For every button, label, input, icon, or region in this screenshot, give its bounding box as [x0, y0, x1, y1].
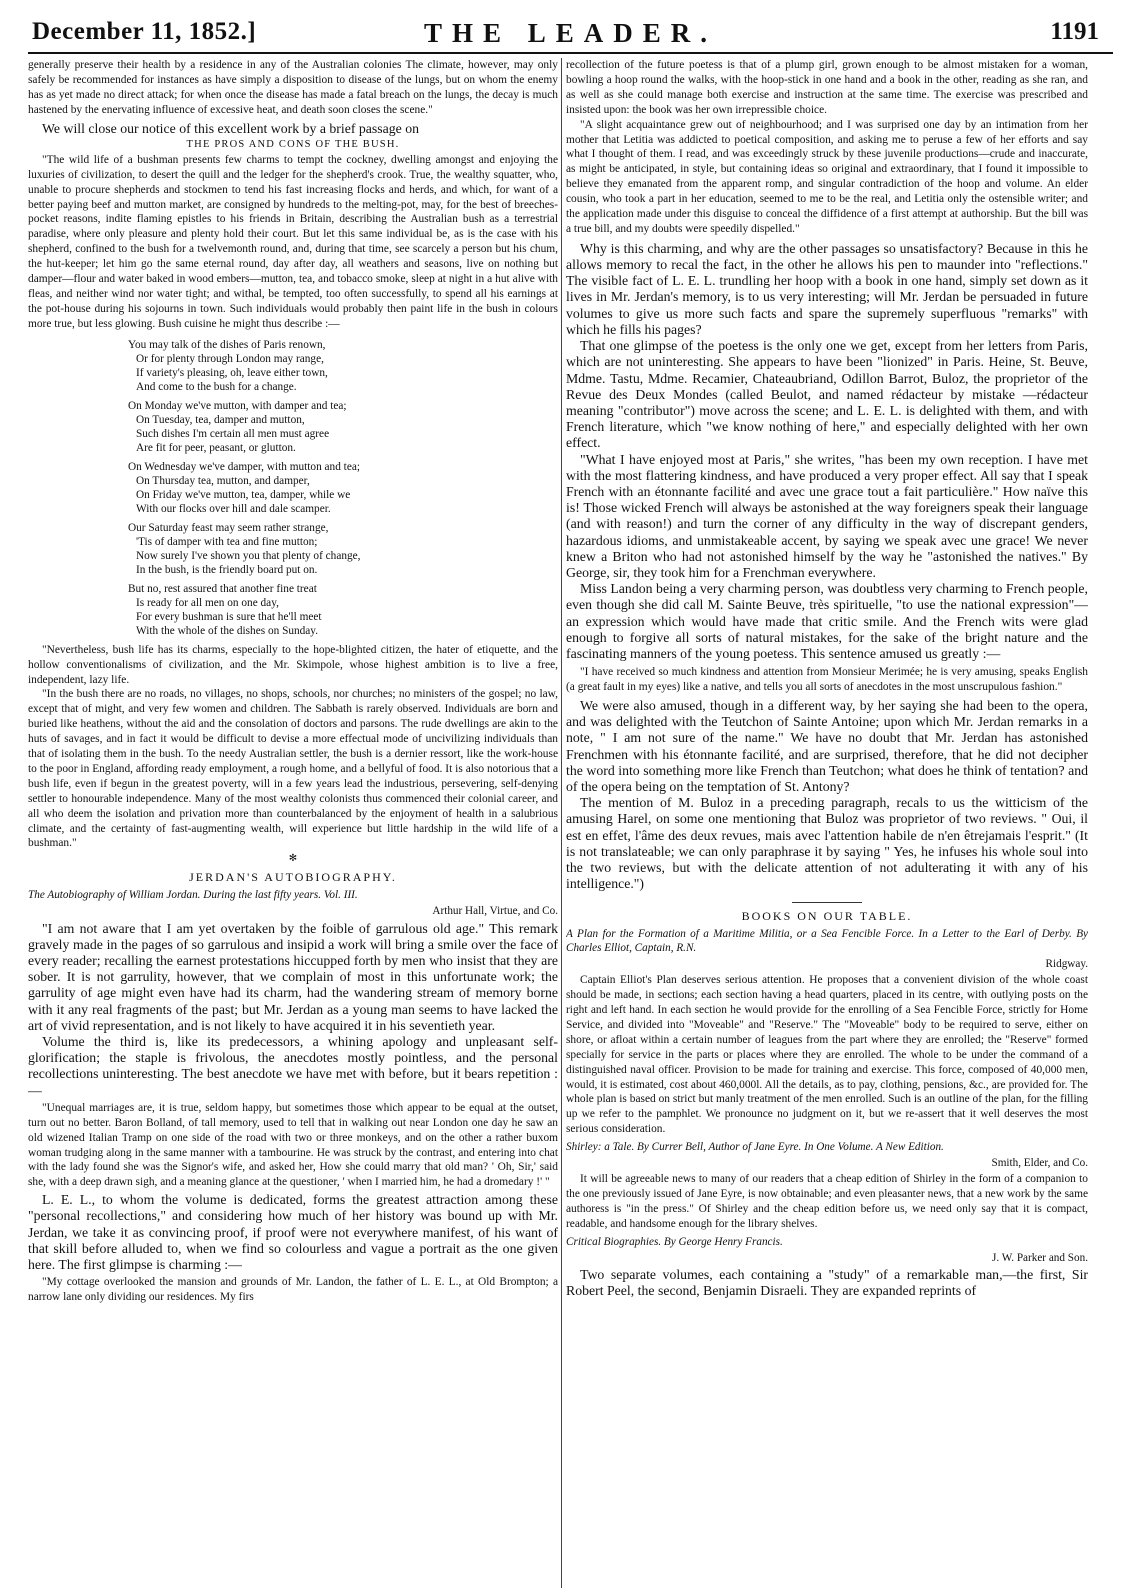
books-section-heading: BOOKS ON OUR TABLE. — [741, 909, 913, 924]
verse-stanza-3 — [128, 460, 558, 516]
verse-line: On Wednesday we've damper, with mutton and tea; — [128, 460, 360, 473]
jerdan-book-publisher: Arthur Hall, Virtue, and Co. — [432, 904, 558, 917]
verse-line: With our flocks over hill and dale scamper. — [136, 502, 331, 515]
right-para-8: We were also amused, though in a different way, by her saying she had been to the opera, and was delighted with the Teutchon of Sainte Antoine; upon which Mr. Jerdan remarks in a note, " I am not sure of the name." We have no doubt that Mr. Jerdan has astonished Frenchmen with his étonnante facilité, and are surprised, therefore, that he did not decipher the word into something more like French than Teutchon; what does he think of tentation? and of the opera being on the temptation of St. Antony? — [566, 697, 1088, 794]
verse-stanza-2 — [128, 399, 558, 455]
right-para-3: Why is this charming, and why are the other passages so unsatisfactory? Because in this he allows memory to recal the fact, in the other he allows his pen to maunder into "reflections." The visible fact of L. E. L. trundling her hoop with a book in one hand, simply set down as it lives in Mr. Jerdan's memory, is to us very interesting; will Mr. Jerdan be persuaded in future volumes to give us more such facts and spare the supremely superfluous "remarks" with which he fills his pages? — [566, 240, 1088, 337]
right-para-11: It will be agreeable news to many of our readers that a cheap edition of Shirley in the form of a companion to the one previously issued of Jane Eyre, is now obtainable; and even pleasanter news, that a new work by the same authoress is "in the press." Of Shirley and the cheap edition before us, we need only say that it is compact, readable, and handsome enough for the library shelves. — [566, 1173, 1088, 1231]
verse-line: If variety's pleasing, oh, leave either town, — [136, 366, 328, 379]
right-column — [566, 58, 1088, 1590]
verse-line: With the whole of the dishes on Sunday. — [136, 624, 319, 637]
verse-line: Are fit for peer, peasant, or glutton. — [136, 441, 296, 454]
book3-publisher: J. W. Parker and Son. — [991, 1251, 1088, 1264]
left-intro: We will close our notice of this excellent work by a brief passage on — [42, 120, 420, 136]
verse-line: 'Tis of damper with tea and fine mutton; — [136, 535, 318, 548]
verse-line: On Monday we've mutton, with damper and tea; — [128, 399, 347, 412]
book-title-text: A Plan for the Formation of a Maritime Militia, or a Sea Fencible Force. In a Letter to the Earl of Derby. By Charles Elliot, Captain, R.N. — [566, 928, 1088, 954]
verse-line: Is ready for all men on one day, — [136, 596, 279, 609]
left-para-3: "Nevertheless, bush life has its charms, especially to the hope-blighted citizen, the hater of etiquette, and the hollow conventionalisms of civilization, and the Mr. Skimpole, whose highest ambition is to live a free, independent, lazy life. — [28, 643, 558, 686]
left-column — [28, 58, 558, 1590]
verse-line: On Friday we've mutton, tea, damper, while we — [136, 488, 351, 501]
book-title-text: Critical Biographies. By George Henry Francis. — [566, 1235, 783, 1248]
page-number: 1191 — [1050, 18, 1099, 45]
left-para-9: "My cottage overlooked the mansion and grounds of Mr. Landon, the father of L. E. L., at Old Brompton; a narrow lane only dividing our residences. My firs — [28, 1276, 558, 1304]
left-para-2: "The wild life of a bushman presents few charms to tempt the cockney, dwelling amongst and enjoying the luxuries of civilization, to desert the quill and the ledger for the shepherd's crook. True, the wealthy squatter, who, unable to procure shepherds and stockmen to tend his fast increasing flocks and herds, and which, for want of a better paying beef and mutton market, are consigned by hundreds to the melting-pot, may, for the best of breeches-pocket reasons, indite flaming epistles to his friends in Britain, describing the Australian bush as a terrestrial paradise, where only pleasure and plenty hold their court. But let this same individual be, as is the case with his shepherd, confined to the bush for a twelvemonth round, and, during that time, see scarcely a person but his chum, the hut-keeper; let him go the same eternal round, day after day, all weathers and seasons, live on nothing but damper—flour and water baked in wood embers—mutton, tea, and tobacco smoke, sleep at night in a hut alive with fleas, and neither wind nor water tight; and withal, be tempted, too often successfully, to spend all his earnings at the pot-house during his sojourns in town. Such individuals would probably then paint life in the bush in colours more true, but less glowing. Bush cuisine he might thus describe :— — [28, 153, 558, 330]
verse-line: And come to the bush for a change. — [136, 380, 297, 393]
jerdan-book-title — [28, 889, 558, 903]
verse-line: You may talk of the dishes of Paris renown, — [128, 338, 326, 351]
book2-publisher: Smith, Elder, and Co. — [991, 1156, 1088, 1169]
verse-stanza-5 — [128, 582, 558, 638]
right-para-9: The mention of M. Buloz in a preceding paragraph, recals to us the witticism of the amusing Harel, on some one mentioning that Buloz was proprietor of two reviews. " Oui, il est en effet, l'âme des deux revues, mais avec l'attention habile de n'en êtrejamais l'esprit." (It is not translateable; we can only paraphrase it by saying " Yes, he infuses his whole soul into the two reviews, but with the delicate attention of not adulterating it with any of his intelligence.") — [566, 795, 1088, 892]
left-para-8: L. E. L., to whom the volume is dedicated, forms the greatest attraction among these "personal recollections," and considering how much of her history was bound up with Mr. Jerdan, we take it as convincing proof, if proof were not everywhere manifest, of his want of that skill before alluded to, when we find so colourless and vague a portrait as the one given here. The first glimpse is charming :— — [28, 1192, 558, 1273]
verse-line: Now surely I've shown you that plenty of change, — [136, 549, 361, 562]
right-para-5: "What I have enjoyed most at Paris," she writes, "has been my own reception. I have met with the most flattering kindness, and have produced a very proper effect. All say that I speak French with an étonnante facilité and avec une grace tout a fait particulière." How naïve this is! Those wicked French will always be astonished at the way foreigners speak their language (and with reason!) and turn the corner of any difficulty in the way of discrepant genders, hazardous idioms, and unmistakeable accent, by saying we speak avec une grace! We never knew a Briton who had not astonished himself by the way he "astonished the natives." By George, sir, they took him for a Frenchman everywhere. — [566, 451, 1088, 580]
column-divider — [561, 58, 562, 1588]
verse-line: Such dishes I'm certain all men must agree — [136, 427, 330, 440]
page-header — [28, 14, 1113, 48]
right-para-6: Miss Landon being a very charming person, was doubtless very charming to French people, even though she did call M. Sainte Beuve, très spirituelle, "to use the national expression"— an expression which would have made that critic smile. And the French wits were glad enough to forgive all sorts of natural mistakes, for the sake of the bright nature and the fascinating manners of the young poetess. This sentence amused us greatly :— — [566, 581, 1088, 661]
verse-line: Our Saturday feast may seem rather strange, — [128, 521, 329, 534]
verse-line: Or for plenty through London may range, — [136, 352, 324, 365]
left-para-6: Volume the third is, like its predecessors, a whining apology and unpleasant self-glorification; the staple is frivolous, the anecdotes mostly pointless, and the personal recollections uninteresting. The best anecdote we have met with before, but it bears repetition :— — [28, 1034, 558, 1098]
verse-line: On Thursday tea, mutton, and damper, — [136, 474, 310, 487]
pros-cons-subhead: THE PROS AND CONS OF THE BUSH. — [186, 138, 400, 150]
left-para-4: "In the bush there are no roads, no villages, no shops, schools, nor churches; no ministers of the gospel; no law, except that of might, and very few women and children. The Sabbath is rarely observed. Individuals are born and buried like heathens, without the aid and the consolation of doctors and parsons. The rude dwellings are akin to the huts of savages, and in fact it would be difficult to devise a more effectual mode of uncivilizing individuals than that of isolating them in the bush. To the needy Australian settler, the bush is a dernier ressort, like the work-house to the poor in England, affording ready employment, a rough home, and a bellyful of food. It is also notorious that a bush life, even if begun in the greatest poverty, will in a few years lead the industrious, persevering, self-denying settler to honourable independence. Many of the most wealthy colonists thus commenced their colonial career, and all who deem the isolation and privation more than counterbalanced by the enjoyment of health in a salubrious climate, and the certainty of fast-augmenting wealth, will experience but little hardship in the wild life of a bushman." — [28, 688, 558, 850]
left-para-7: "Unequal marriages are, it is true, seldom happy, but sometimes those which appear to be equal at the outset, turn out no better. Baron Bolland, of tall memory, used to tell that in walking out near London one day he saw an old wizened Italian Tramp on one side of the road with two or three monkeys, and on the other a rather buxom woman trudging along in the same manner with a tambourine. He was struck by the contrast, and entering into chat with the lady found she was the Signor's wife, and asked her, How she could marry that old man? ' Oh, Sir,' said she, with a deep drawn sigh, and a meaning glance at the questioner, ' when I married him, he had a dromedary !' " — [28, 1101, 558, 1189]
right-para-4: That one glimpse of the poetess is the only one we get, except from her letters from Paris, which are not uninteresting. She appears to have been "lionized" in Paris. Heine, St. Beuve, Mdme. Tastu, Mdme. Recamier, Chateaubriand, Odillon Barrot, Buloz, the proprietor of the Revue des Deux Mondes (called Beulot, and named rédacteur by mistake —rédacteur meaning "contributor") move across the scene; and L. E. L. is delighted with them, and with French literature, which "we know nothing of here," and especially delighted with her own effect. — [566, 338, 1088, 451]
verse-line: On Tuesday, tea, damper and mutton, — [136, 413, 305, 426]
right-para-1: recollection of the future poetess is that of a plump girl, grown enough to be almost mistaken for a woman, bowling a hoop round the walks, with the hoop-stick in one hand and a book in the other, reading as she ran, and as well as she could manage both exercise and instruction at the same time. The exercise was prescribed and insisted upon: the book was her own irrepressible choice. — [566, 59, 1088, 116]
right-para-2: "A slight acquaintance grew out of neighbourhood; and I was surprised one day by an intimation from her mother that Letitia was addicted to poetical composition, and asking me to peruse a few of her efforts and say what I thought of them. I read, and was exceedingly struck by these juvenile productions—crude and inaccurate, as might be anticipated, in style, but containing ideas so original and extraordinary, that I found it impossible to believe they emanated from the apparent romp, and singular contradiction of the hoop and volume. An elder cousin, who took a part in her education, seemed to me to be the real, and Letitia only the ostensible writer; and the application made under this disguise to conceal the diffidence of a first attempt at authorship. But the bill was a true bill, and my doubts were speedily dispelled." — [566, 118, 1088, 235]
book1-publisher: Ridgway. — [1045, 957, 1088, 970]
jerdan-section-heading: JERDAN'S AUTOBIOGRAPHY. — [189, 870, 397, 885]
book2-title — [566, 1141, 1088, 1155]
bush-verse — [28, 338, 558, 638]
book-title-text: The Autobiography of William Jordan. During the last fifty years. Vol. III. — [28, 889, 358, 902]
right-para-12: Two separate volumes, each containing a "study" of a remarkable man,—the first, Sir Robert Peel, the second, Benjamin Disraeli. They are expanded reprints of — [566, 1267, 1088, 1299]
left-para-5: "I am not aware that I am yet overtaken by the foible of garrulous old age." This remark gravely made in the pages of so garrulous and insipid a work will bring a smile over the face of every reader; recalling the earnest protestations hiccupped forth by men who insist that they are sober. It is not garrulity, however, that we complain of most in this unfortunate work; the garrulity of age might even have had its charm, had the wandering stream of memory borne with it any real fragments of the past; but Mr. Jerdan as a young man seems to have lacked the art of vivid representation, and is not likely to have acquired it in his seventieth year. — [28, 920, 558, 1033]
book3-title — [566, 1236, 1088, 1250]
right-para-7: "I have received so much kindness and attention from Monsieur Merimée; he is very amusing, speaks English (a great fault in my eyes) like a native, and tells you all sorts of anecdotes in the most unscrupulous fashion." — [566, 666, 1088, 694]
verse-stanza-4 — [128, 521, 558, 577]
verse-stanza-1 — [128, 338, 558, 394]
masthead-title: THE LEADER. — [423, 18, 718, 48]
book-title-text: Shirley: a Tale. By Currer Bell, Author of Jane Eyre. In One Volume. A New Edition. — [566, 1141, 944, 1154]
verse-line: In the bush, is the friendly board put on. — [136, 563, 318, 576]
section-ornament: ✻ — [288, 853, 298, 865]
issue-date: December 11, 1852.] — [32, 18, 257, 45]
section-rule — [792, 902, 862, 903]
book1-title — [566, 928, 1088, 955]
header-rule — [28, 52, 1113, 54]
verse-line: For every bushman is sure that he'll meet — [136, 610, 322, 623]
verse-line: But no, rest assured that another fine treat — [128, 582, 317, 595]
left-para-1: generally preserve their health by a residence in any of the Australian colonies The climate, however, may only safely be recommended for instances as have simply a disposition to disease of the lungs, but on whom the enemy has as yet made no direct attack; for when once the disease has made a fatal breach on the lungs, the decay is much hastened by the enervating influence of excessive heat, and death soon closes the scene." — [28, 59, 558, 116]
right-para-10: Captain Elliot's Plan deserves serious attention. He proposes that a convenient division of the whole coast should be made, in sections; each section having a head quarters, placed in its centre, with outlying posts on the right and left hand. In each section he would provide for the enrolling of a Sea Fencible Force, strictly for Home Service, and divided into "Moveable" and "Reserve." The "Moveable" body to be required to serve, either on shore, or afloat within a certain number of leagues from the part where they are enrolled; the "Reserve" formed specially for service in the parts or places where they are enrolled. The whole to be under the command of a distinguished naval officer. Provision to be made for training and exercise. This force, composed of 40,000 men, would, it is estimated, cost about 460,000l. All the details, as to pay, clothing, pensions, &c., are provided for. The whole plan is based on strict but manly treatment of the men enrolled. Such is an outline of the plan, for the filling up we refer to the pamphlet. We pronounce no judgment on it, but we re-assert that it well deserves the most serious consideration. — [566, 974, 1088, 1136]
